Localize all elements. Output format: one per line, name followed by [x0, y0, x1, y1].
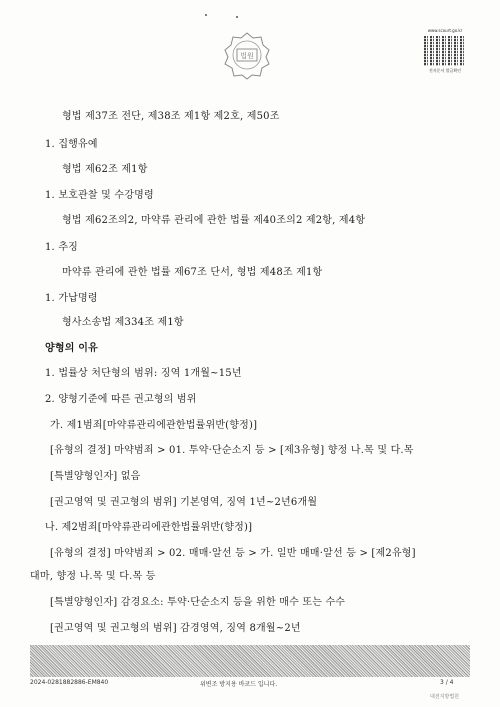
body-line: [특별양형인자] 감경요소: 투약·단순소지 등을 위한 매수 또는 수수 [50, 597, 346, 608]
body-line: [권고영역 및 권고형의 범위] 감경영역, 징역 8개월~2년 [50, 623, 301, 634]
body-line: [유형의 결정] 마약범죄 > 02. 매매·알선 등 > 가. 일반 매매·알선 등 > [제2유형] [50, 548, 416, 559]
body-line: 대마, 향정 나.목 및 다.목 등 [30, 571, 156, 582]
body-line: [권고영역 및 권고형의 범위] 기본영역, 징역 1년~2년6개월 [50, 497, 318, 508]
svg-text:법원: 법원 [240, 52, 254, 60]
body-line: 1. 가납명령 [45, 293, 98, 304]
barcode-notice: 위변조 방지용 바코드 입니다. [200, 681, 278, 688]
page-number: 3 / 4 [440, 679, 454, 686]
body-line: [특별양형인자] 없음 [50, 471, 141, 482]
body-line: 1. 집행유예 [45, 139, 98, 150]
qr-caption: 전자문서 발급확인 [428, 68, 462, 73]
court-name: 대전지방법원 [430, 694, 459, 700]
qr-code-icon[interactable] [424, 36, 464, 66]
body-line: [유형의 결정] 마약범죄 > 01. 투약·단순소지 등 > [제3유형] 향정 나.목 및 다.목 [50, 445, 414, 456]
document-id: 2024-0281882886-EM840 [30, 679, 109, 686]
body-line: 형법 제62조의2, 마약류 관리에 관한 법률 제40조의2 제2항, 제4항 [62, 215, 366, 226]
body-line: 2. 양형기준에 따른 권고형의 범위 [45, 394, 197, 405]
body-line: 1. 보호관찰 및 수강명령 [45, 190, 154, 201]
body-line: 가. 제1범죄[마약류관리에관한법률위반(향정)] [50, 420, 258, 431]
barcode-strip [30, 645, 470, 677]
body-line: 나. 제2범죄[마약류관리에관한법률위반(향정)] [45, 522, 253, 533]
scan-dot [205, 14, 207, 16]
body-line: 형법 제37조 전단, 제38조 제1항 제2호, 제50조 [62, 111, 280, 122]
scan-dot [236, 16, 238, 18]
body-line: 마약류 관리에 관한 법률 제67조 단서, 형법 제48조 제1항 [62, 267, 323, 278]
body-line: 1. 법률상 처단형의 범위: 징역 1개월~15년 [45, 368, 242, 379]
section-heading: 양형의 이유 [45, 343, 98, 354]
qr-url: www.scourt.go.kr [427, 28, 463, 33]
body-line: 형사소송법 제334조 제1항 [62, 317, 184, 328]
body-line: 형법 제62조 제1항 [62, 164, 148, 175]
body-line: 1. 추징 [45, 242, 79, 253]
court-seal-icon [222, 30, 272, 80]
